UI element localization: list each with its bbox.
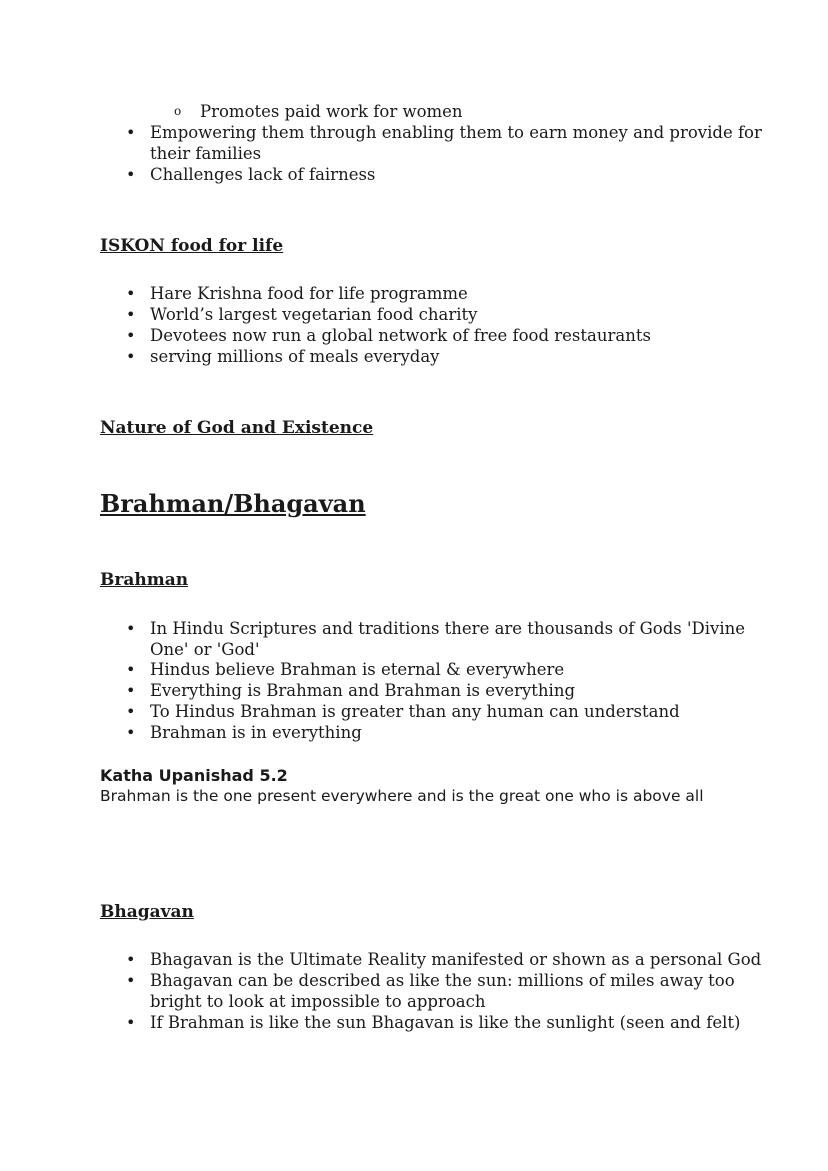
bullet-marker: • [126,305,136,324]
nature-heading: Nature of God and Existence [100,418,374,438]
katha-quote: Brahman is the one present everywhere and is the great one who is above all [100,787,704,805]
list-item: World’s largest vegetarian food charity [150,305,478,324]
bullet-marker: • [126,971,136,990]
list-item-continuation: One' or 'God' [150,640,260,659]
list-item: Empowering them through enabling them to earn money and provide for [150,123,762,142]
list-item-continuation: bright to look at impossible to approach [150,992,486,1011]
bullet-marker: • [126,284,136,303]
list-item: Challenges lack of fairness [150,165,376,184]
katha-heading: Katha Upanishad 5.2 [100,766,288,785]
bullet-marker: • [126,702,136,721]
list-item: Bhagavan is the Ultimate Reality manifested or shown as a personal God [150,950,762,969]
list-item: To Hindus Brahman is greater than any human can understand [150,702,680,721]
list-item: serving millions of meals everyday [150,347,440,366]
list-item: Devotees now run a global network of free food restaurants [150,326,651,345]
bullet-marker: • [126,1013,136,1032]
bullet-marker: • [126,326,136,345]
list-item: Everything is Brahman and Brahman is everything [150,681,576,700]
iskon-heading: ISKON food for life [100,236,284,256]
list-item: If Brahman is like the sun Bhagavan is like the sunlight (seen and felt) [150,1013,741,1032]
bullet-marker: • [126,165,136,184]
bullet-marker: • [126,681,136,700]
list-item-continuation: their families [150,144,262,163]
list-item: Promotes paid work for women [200,102,463,121]
bullet-marker: • [126,723,136,742]
bullet-marker: • [126,123,136,142]
bullet-marker: • [126,950,136,969]
list-item: In Hindu Scriptures and traditions there are thousands of Gods 'Divine [150,619,746,638]
bullet-marker: • [126,619,136,638]
page-title: Brahman/Bhagavan [100,489,366,518]
list-item: Hindus believe Brahman is eternal & everywhere [150,660,565,679]
list-item: Bhagavan can be described as like the sun: millions of miles away too [150,971,735,990]
bhagavan-heading: Bhagavan [100,902,194,922]
sub-bullet-marker: o [174,104,182,118]
bullet-marker: • [126,660,136,679]
list-item: Brahman is in everything [150,723,362,742]
list-item: Hare Krishna food for life programme [150,284,468,303]
bullet-marker: • [126,347,136,366]
brahman-heading: Brahman [100,570,189,590]
